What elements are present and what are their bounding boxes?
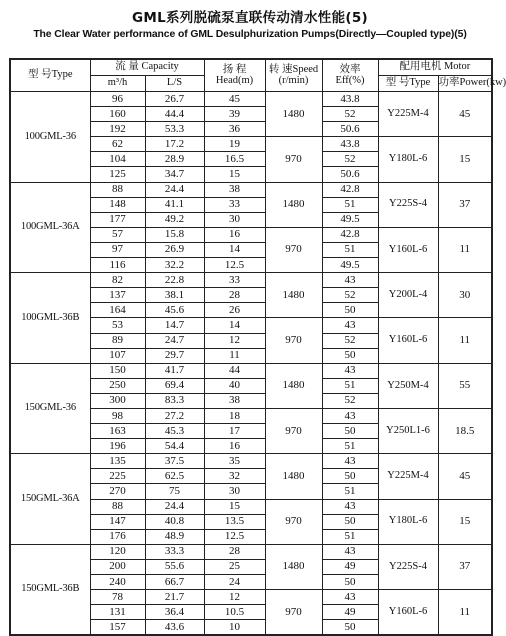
flow-m3h-cell: 150 [90,363,145,378]
efficiency-cell: 42.8 [322,227,378,242]
flow-ls-cell: 21.7 [145,590,204,605]
flow-m3h-cell: 300 [90,393,145,408]
flow-ls-cell: 24.4 [145,182,204,197]
efficiency-cell: 43 [322,544,378,559]
efficiency-cell: 50.6 [322,167,378,182]
flow-ls-cell: 27.2 [145,408,204,423]
head-cell: 35 [204,454,265,469]
flow-ls-cell: 75 [145,484,204,499]
speed-cell: 1480 [265,182,322,227]
flow-ls-cell: 15.8 [145,227,204,242]
head-cell: 28 [204,544,265,559]
table-row [10,273,492,288]
flow-m3h-cell: 148 [90,197,145,212]
flow-ls-cell: 83.3 [145,393,204,408]
flow-ls-cell: 54.4 [145,439,204,454]
flow-m3h-cell: 196 [90,439,145,454]
table-row [10,92,492,107]
head-cell: 12 [204,333,265,348]
efficiency-cell: 43.8 [322,92,378,107]
motor-type-cell: Y250M-4 [378,363,438,408]
flow-m3h-cell: 177 [90,212,145,227]
model-cell: 150GML-36A [10,454,90,545]
efficiency-cell: 51 [322,197,378,212]
head-cell: 10.5 [204,605,265,620]
table-row [10,182,492,197]
head-cell: 40 [204,378,265,393]
flow-ls-cell: 40.8 [145,514,204,529]
flow-ls-cell: 14.7 [145,318,204,333]
flow-ls-cell: 24.7 [145,333,204,348]
flow-ls-cell: 49.2 [145,212,204,227]
flow-ls-cell: 38.1 [145,288,204,303]
head-cell: 32 [204,469,265,484]
efficiency-cell: 49.5 [322,258,378,273]
flow-m3h-cell: 131 [90,605,145,620]
table-row [10,454,492,469]
efficiency-cell: 50 [322,424,378,439]
motor-type-cell: Y180L-6 [378,499,438,544]
efficiency-cell: 51 [322,378,378,393]
speed-cell: 1480 [265,273,322,318]
flow-ls-cell: 53.3 [145,122,204,137]
flow-m3h-cell: 135 [90,454,145,469]
flow-m3h-cell: 96 [90,92,145,107]
speed-cell: 970 [265,408,322,453]
motor-type-cell: Y200L-4 [378,273,438,318]
page-subtitle: The Clear Water performance of GML Desulphurization Pumps(Directly—Coupled type)(5) [33,29,467,40]
head-cell: 12.5 [204,258,265,273]
flow-ls-cell: 26.9 [145,242,204,257]
efficiency-cell: 43.8 [322,137,378,152]
head-cell: 16 [204,439,265,454]
flow-ls-cell: 36.4 [145,605,204,620]
head-cell: 12 [204,590,265,605]
head-cell: 44 [204,363,265,378]
flow-ls-cell: 24.4 [145,499,204,514]
flow-ls-cell: 29.7 [145,348,204,363]
flow-ls-cell: 41.1 [145,197,204,212]
header-speed: 转 速Speed (r/min) [265,59,322,92]
motor-type-cell: Y160L-6 [378,590,438,636]
header-type: 型 号Type [10,59,90,92]
flow-m3h-cell: 250 [90,378,145,393]
flow-ls-cell: 32.2 [145,258,204,273]
flow-ls-cell: 33.3 [145,544,204,559]
motor-power-cell: 15 [438,137,492,182]
flow-ls-cell: 69.4 [145,378,204,393]
head-cell: 24 [204,575,265,590]
flow-m3h-cell: 125 [90,167,145,182]
flow-m3h-cell: 147 [90,514,145,529]
speed-cell: 1480 [265,363,322,408]
head-cell: 16 [204,227,265,242]
flow-ls-cell: 34.7 [145,167,204,182]
speed-cell: 970 [265,590,322,636]
head-cell: 15 [204,499,265,514]
efficiency-cell: 49 [322,605,378,620]
flow-m3h-cell: 160 [90,107,145,122]
efficiency-cell: 50 [322,514,378,529]
flow-m3h-cell: 57 [90,227,145,242]
head-cell: 38 [204,182,265,197]
speed-cell: 970 [265,499,322,544]
flow-ls-cell: 62.5 [145,469,204,484]
flow-m3h-cell: 98 [90,408,145,423]
flow-m3h-cell: 62 [90,137,145,152]
efficiency-cell: 43 [322,454,378,469]
flow-m3h-cell: 89 [90,333,145,348]
header-flow-ls: L/S [145,76,204,92]
head-cell: 13.5 [204,514,265,529]
flow-m3h-cell: 97 [90,242,145,257]
model-cell: 100GML-36 [10,92,90,183]
efficiency-cell: 50 [322,469,378,484]
flow-ls-cell: 41.7 [145,363,204,378]
efficiency-cell: 51 [322,484,378,499]
efficiency-cell: 52 [322,393,378,408]
motor-power-cell: 15 [438,499,492,544]
flow-ls-cell: 44.4 [145,107,204,122]
flow-m3h-cell: 116 [90,258,145,273]
head-cell: 11 [204,348,265,363]
flow-ls-cell: 37.5 [145,454,204,469]
header-motor: 配用电机 Motor [378,59,492,76]
head-cell: 19 [204,137,265,152]
efficiency-cell: 52 [322,288,378,303]
speed-cell: 1480 [265,92,322,137]
efficiency-cell: 52 [322,333,378,348]
efficiency-cell: 43 [322,363,378,378]
flow-ls-cell: 45.3 [145,424,204,439]
model-cell: 100GML-36B [10,273,90,364]
head-cell: 33 [204,273,265,288]
flow-m3h-cell: 120 [90,544,145,559]
header-efficiency: 效率 Eff(%) [322,59,378,92]
head-cell: 30 [204,212,265,227]
page-title: GML系列脱硫泵直联传动清水性能(5) [131,10,369,26]
efficiency-cell: 52 [322,107,378,122]
motor-type-cell: Y180L-6 [378,137,438,182]
motor-type-cell: Y225S-4 [378,544,438,589]
model-cell: 150GML-36 [10,363,90,454]
motor-power-cell: 55 [438,363,492,408]
flow-m3h-cell: 270 [90,484,145,499]
flow-m3h-cell: 53 [90,318,145,333]
head-cell: 30 [204,484,265,499]
speed-cell: 970 [265,137,322,182]
flow-m3h-cell: 88 [90,182,145,197]
motor-power-cell: 11 [438,318,492,363]
flow-m3h-cell: 164 [90,303,145,318]
flow-m3h-cell: 225 [90,469,145,484]
head-cell: 14 [204,242,265,257]
flow-ls-cell: 28.9 [145,152,204,167]
head-cell: 18 [204,408,265,423]
head-cell: 10 [204,620,265,636]
motor-type-cell: Y250L1-6 [378,408,438,453]
efficiency-cell: 49.5 [322,212,378,227]
header-motor-type: 型 号Type [378,76,438,92]
speed-cell: 1480 [265,544,322,589]
head-cell: 39 [204,107,265,122]
header-motor-power: 功率Power(kw) [438,76,492,92]
flow-ls-cell: 26.7 [145,92,204,107]
head-cell: 16.5 [204,152,265,167]
motor-power-cell: 45 [438,92,492,137]
head-cell: 28 [204,288,265,303]
flow-m3h-cell: 82 [90,273,145,288]
head-cell: 45 [204,92,265,107]
motor-power-cell: 37 [438,182,492,227]
efficiency-cell: 50 [322,303,378,318]
head-cell: 12.5 [204,529,265,544]
table-row [10,544,492,559]
flow-m3h-cell: 176 [90,529,145,544]
flow-m3h-cell: 157 [90,620,145,636]
flow-m3h-cell: 78 [90,590,145,605]
table-body [10,92,492,636]
efficiency-cell: 52 [322,152,378,167]
efficiency-cell: 51 [322,242,378,257]
motor-type-cell: Y225S-4 [378,182,438,227]
head-cell: 25 [204,559,265,574]
flow-m3h-cell: 200 [90,559,145,574]
motor-type-cell: Y225M-4 [378,454,438,499]
efficiency-cell: 50 [322,620,378,636]
flow-m3h-cell: 107 [90,348,145,363]
efficiency-cell: 50 [322,575,378,590]
flow-m3h-cell: 163 [90,424,145,439]
performance-table [9,58,506,636]
header-flow-m3h: m³/h [90,76,145,92]
motor-power-cell: 30 [438,273,492,318]
head-cell: 38 [204,393,265,408]
efficiency-cell: 43 [322,318,378,333]
efficiency-cell: 43 [322,590,378,605]
efficiency-cell: 43 [322,273,378,288]
flow-m3h-cell: 137 [90,288,145,303]
motor-type-cell: Y160L-6 [378,318,438,363]
model-cell: 100GML-36A [10,182,90,273]
head-cell: 15 [204,167,265,182]
head-cell: 36 [204,122,265,137]
flow-ls-cell: 17.2 [145,137,204,152]
head-cell: 14 [204,318,265,333]
efficiency-cell: 49 [322,559,378,574]
motor-power-cell: 45 [438,454,492,499]
efficiency-cell: 42.8 [322,182,378,197]
head-cell: 17 [204,424,265,439]
motor-power-cell: 11 [438,227,492,272]
flow-ls-cell: 66.7 [145,575,204,590]
head-cell: 33 [204,197,265,212]
efficiency-cell: 43 [322,408,378,423]
flow-m3h-cell: 192 [90,122,145,137]
efficiency-cell: 50 [322,348,378,363]
efficiency-cell: 51 [322,439,378,454]
efficiency-cell: 43 [322,499,378,514]
speed-cell: 1480 [265,454,322,499]
flow-ls-cell: 45.6 [145,303,204,318]
flow-ls-cell: 55.6 [145,559,204,574]
flow-m3h-cell: 88 [90,499,145,514]
flow-ls-cell: 43.6 [145,620,204,636]
efficiency-cell: 50.6 [322,122,378,137]
motor-type-cell: Y225M-4 [378,92,438,137]
flow-ls-cell: 48.9 [145,529,204,544]
header-head: 扬 程 Head(m) [204,59,265,92]
table-row [10,363,492,378]
motor-type-cell: Y160L-6 [378,227,438,272]
head-cell: 26 [204,303,265,318]
header-capacity: 流 量 Capacity [90,59,204,76]
efficiency-cell: 51 [322,529,378,544]
flow-m3h-cell: 104 [90,152,145,167]
motor-power-cell: 18.5 [438,408,492,453]
motor-power-cell: 11 [438,590,492,636]
model-cell: 150GML-36B [10,544,90,635]
speed-cell: 970 [265,227,322,272]
motor-power-cell: 37 [438,544,492,589]
speed-cell: 970 [265,318,322,363]
flow-m3h-cell: 240 [90,575,145,590]
flow-ls-cell: 22.8 [145,273,204,288]
